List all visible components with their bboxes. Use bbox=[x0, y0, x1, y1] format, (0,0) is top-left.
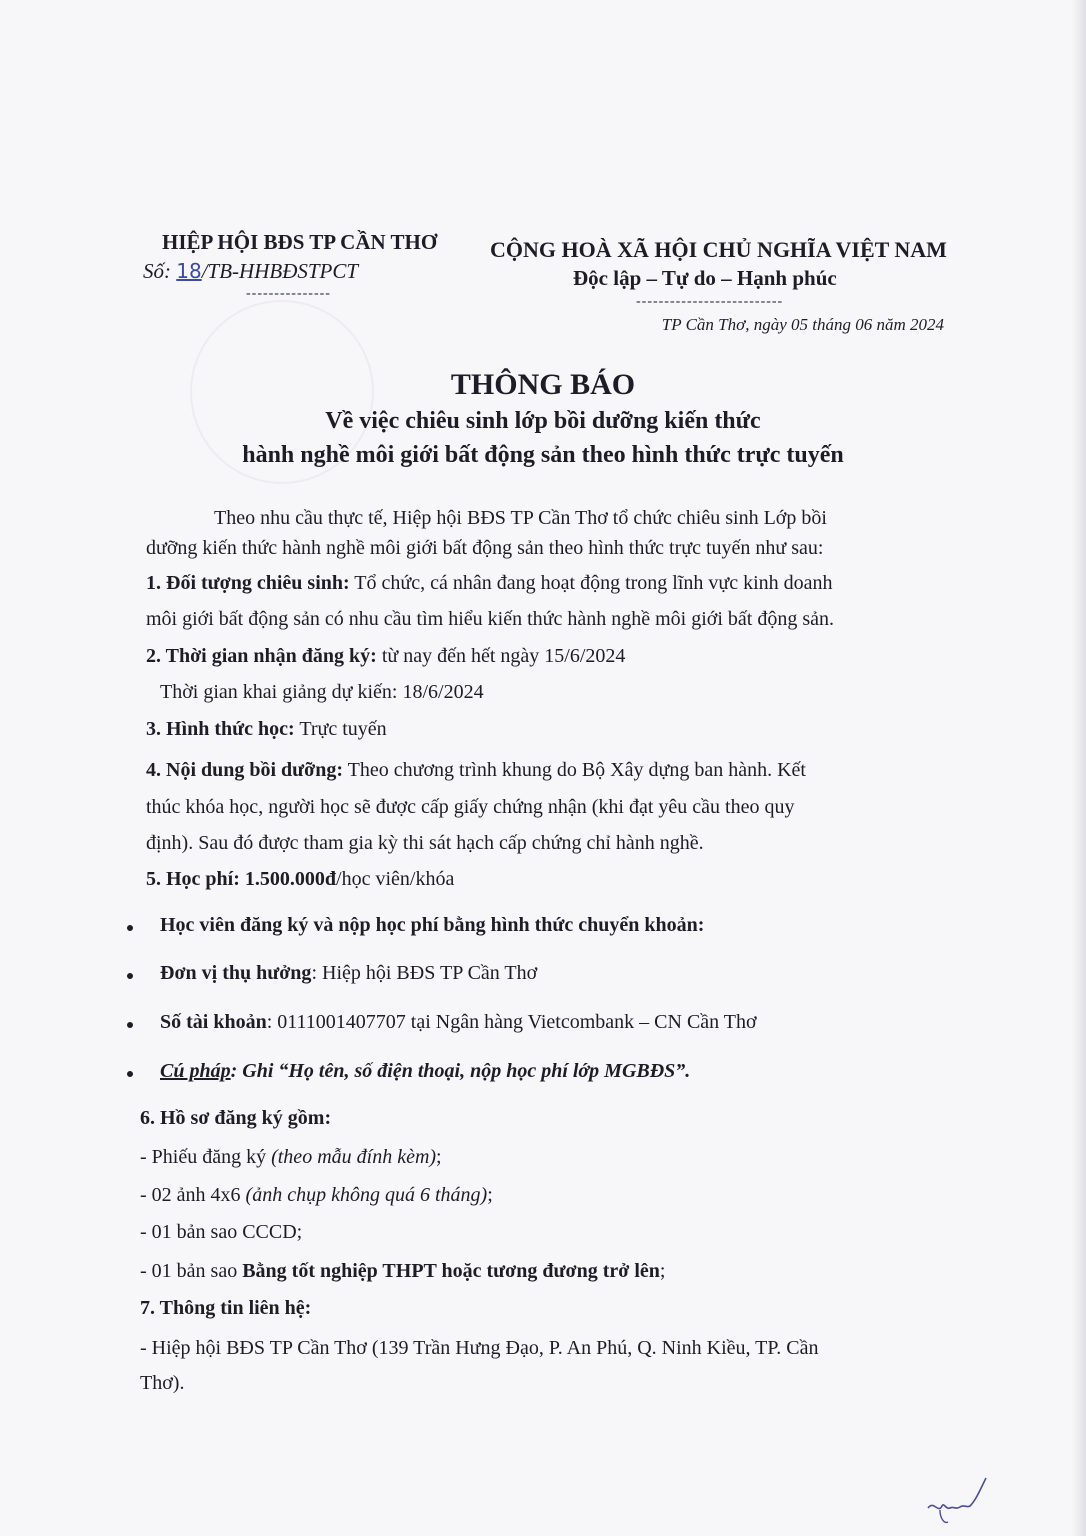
bullet-account-label: Số tài khoản bbox=[160, 1011, 267, 1033]
section-2-line2: Thời gian khai giảng dự kiến: 18/6/2024 bbox=[160, 681, 484, 703]
signature-initials bbox=[920, 1470, 990, 1530]
republic-title: CỘNG HOÀ XÃ HỘI CHỦ NGHĨA VIỆT NAM bbox=[490, 237, 947, 262]
section-2 bbox=[146, 645, 625, 668]
section-4-text: Theo chương trình khung do Bộ Xây dựng ban hành. Kết bbox=[343, 759, 806, 781]
section-3-text: Trực tuyến bbox=[294, 718, 387, 740]
bullet-dot-3 bbox=[127, 1022, 133, 1028]
bullet-syntax-text: : Ghi “Họ tên, số điện thoại, nộp học phí lớp MGBĐS”. bbox=[230, 1060, 691, 1082]
bullet-syntax bbox=[160, 1060, 690, 1083]
section-3 bbox=[146, 718, 387, 741]
notice-subtitle-line2: hành nghề môi giới bất động sản theo hình thức trực tuyến bbox=[242, 442, 844, 468]
section-5-text: /học viên/khóa bbox=[336, 868, 455, 890]
contact-heading: 7. Thông tin liên hệ: bbox=[140, 1297, 312, 1319]
bullet-dot-1 bbox=[127, 925, 133, 931]
document-item-4 bbox=[140, 1260, 665, 1283]
document-item-4-bold: Bằng tốt nghiệp THPT hoặc tương đương trở lên bbox=[242, 1260, 660, 1282]
section-4-line3: định). Sau đó được tham gia kỳ thi sát hạch cấp chứng chỉ hành nghề. bbox=[146, 832, 704, 854]
contact-address-line1: - Hiệp hội BĐS TP Cần Thơ (139 Trần Hưng Đạo, P. An Phú, Q. Ninh Kiều, TP. Cần bbox=[140, 1337, 819, 1359]
bullet-account-number bbox=[160, 1011, 757, 1034]
section-1-label: 1. Đối tượng chiêu sinh: bbox=[146, 572, 350, 594]
section-1 bbox=[146, 572, 833, 595]
section-2-label: 2. Thời gian nhận đăng ký: bbox=[146, 645, 377, 667]
document-item-1 bbox=[140, 1146, 442, 1169]
bullet-syntax-label: Cú pháp bbox=[160, 1060, 231, 1082]
bullet-dot-4 bbox=[127, 1071, 133, 1077]
bullet-beneficiary bbox=[160, 962, 537, 985]
section-3-label: 3. Hình thức học: bbox=[146, 718, 295, 740]
intro-line2: dưỡng kiến thức hành nghề môi giới bất động sản theo hình thức trực tuyến như sau: bbox=[146, 537, 824, 559]
section-4 bbox=[146, 759, 806, 782]
notice-title: THÔNG BÁO bbox=[450, 368, 636, 401]
document-item-4-text: - 01 bản sao bbox=[140, 1260, 243, 1282]
document-item-2-note: (ảnh chụp không quá 6 tháng) bbox=[245, 1184, 488, 1206]
organization-name: HIỆP HỘI BĐS TP CẦN THƠ bbox=[162, 230, 438, 254]
bullet-payment-method: Học viên đăng ký và nộp học phí bằng hình thức chuyển khoản: bbox=[160, 914, 705, 936]
right-divider: -------------------------- bbox=[636, 294, 784, 309]
intro-line1: Theo nhu cầu thực tế, Hiệp hội BĐS TP Cần Thơ tổ chức chiêu sinh Lớp bồi bbox=[214, 507, 827, 529]
documents-heading: 6. Hồ sơ đăng ký gồm: bbox=[140, 1107, 332, 1129]
bullet-beneficiary-text: : Hiệp hội BĐS TP Cần Thơ bbox=[311, 962, 538, 984]
document-item-2-text: - 02 ảnh 4x6 bbox=[140, 1184, 246, 1206]
document-item-2-end: ; bbox=[487, 1184, 493, 1206]
document-number-prefix: Số: bbox=[143, 259, 177, 283]
section-5-label: 5. Học phí: 1.500.000đ bbox=[146, 868, 337, 890]
contact-address-line2: Thơ). bbox=[140, 1372, 185, 1394]
bullet-dot-2 bbox=[127, 973, 133, 979]
section-4-line2: thúc khóa học, người học sẽ được cấp giấy chứng nhận (khi đạt yêu cầu theo quy bbox=[146, 796, 795, 818]
national-motto: Độc lập – Tự do – Hạnh phúc bbox=[573, 266, 837, 290]
document-item-1-text: - Phiếu đăng ký bbox=[140, 1146, 272, 1168]
bullet-account-text: : 0111001407707 tại Ngân hàng Vietcombank – CN Cần Thơ bbox=[266, 1011, 757, 1033]
bullet-beneficiary-label: Đơn vị thụ hưởng bbox=[160, 962, 312, 984]
section-5 bbox=[146, 868, 454, 891]
notice-subtitle-line1: Về việc chiêu sinh lớp bồi dưỡng kiến thức bbox=[325, 408, 761, 434]
document-number bbox=[143, 259, 358, 284]
document-item-1-end: ; bbox=[436, 1146, 442, 1168]
section-1-text: Tổ chức, cá nhân đang hoạt động trong lĩnh vực kinh doanh bbox=[349, 572, 833, 594]
section-4-label: 4. Nội dung bồi dưỡng: bbox=[146, 759, 344, 781]
document-number-handwritten: 18 bbox=[176, 259, 202, 283]
section-2-text: từ nay đến hết ngày 15/6/2024 bbox=[376, 645, 626, 667]
document-item-3: - 01 bản sao CCCD; bbox=[140, 1221, 303, 1243]
document-item-1-note: (theo mẫu đính kèm) bbox=[271, 1146, 437, 1168]
section-1-line2: môi giới bất động sản có nhu cầu tìm hiểu kiến thức hành nghề môi giới bất động sản. bbox=[146, 608, 834, 630]
left-divider: --------------- bbox=[246, 286, 331, 301]
document-item-2 bbox=[140, 1184, 493, 1207]
page-edge-shadow bbox=[1072, 0, 1086, 1536]
place-date: TP Cần Thơ, ngày 05 tháng 06 năm 2024 bbox=[661, 315, 944, 334]
document-number-suffix: /TB-HHBĐSTPCT bbox=[201, 259, 359, 283]
document-item-4-end: ; bbox=[659, 1260, 666, 1282]
